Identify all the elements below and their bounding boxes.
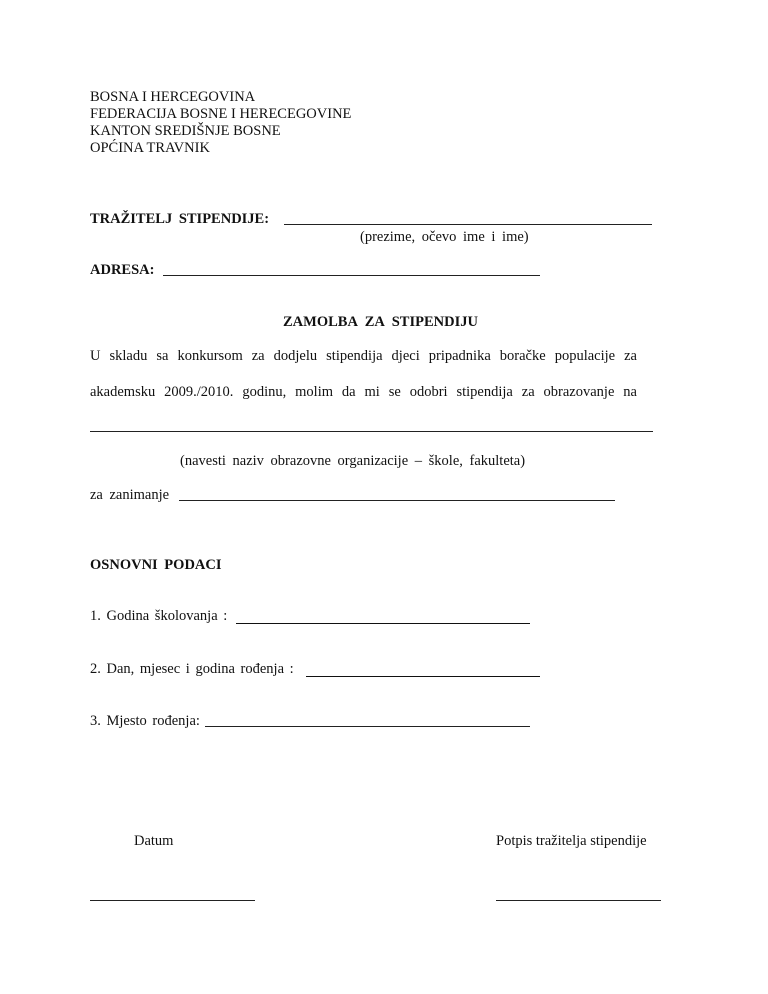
header-line-federation: FEDERACIJA BOSNE I HERECEGOVINE — [90, 106, 352, 122]
address-label: ADRESA: — [90, 262, 155, 278]
birth-date-label: 2. Dan, mjesec i godina rođenja : — [90, 661, 294, 677]
birth-place-field[interactable] — [205, 726, 530, 727]
date-field[interactable] — [90, 900, 255, 901]
body-paragraph-line-2: akademsku 2009./2010. godinu, molim da mi se odobri stipendija za obrazovanje na — [90, 384, 637, 400]
birth-date-field[interactable] — [306, 676, 540, 677]
signature-label: Potpis tražitelja stipendije — [496, 833, 647, 849]
school-year-field[interactable] — [236, 623, 530, 624]
school-year-label: 1. Godina školovanja : — [90, 608, 228, 624]
organization-field[interactable] — [90, 431, 653, 432]
header-line-country: BOSNA I HERCEGOVINA — [90, 89, 256, 105]
date-label: Datum — [134, 833, 174, 849]
applicant-name-field[interactable] — [284, 224, 652, 225]
signature-field[interactable] — [496, 900, 661, 901]
applicant-hint: (prezime, očevo ime i ime) — [360, 229, 529, 245]
occupation-label: za zanimanje — [90, 487, 170, 503]
applicant-label: TRAŽITELJ STIPENDIJE: — [90, 211, 270, 227]
document-title: ZAMOLBA ZA STIPENDIJU — [283, 314, 478, 330]
occupation-field[interactable] — [179, 500, 615, 501]
header-line-municipality: OPĆINA TRAVNIK — [90, 140, 210, 156]
basic-data-heading: OSNOVNI PODACI — [90, 557, 222, 573]
address-field[interactable] — [163, 275, 540, 276]
organization-hint: (navesti naziv obrazovne organizacije – škole, fakulteta) — [180, 453, 526, 469]
birth-place-label: 3. Mjesto rođenja: — [90, 713, 200, 729]
header-line-canton: KANTON SREDIŠNJE BOSNE — [90, 123, 281, 139]
body-paragraph-line-1: U skladu sa konkursom za dodjelu stipendija djeci pripadnika boračke populacije za — [90, 348, 637, 364]
